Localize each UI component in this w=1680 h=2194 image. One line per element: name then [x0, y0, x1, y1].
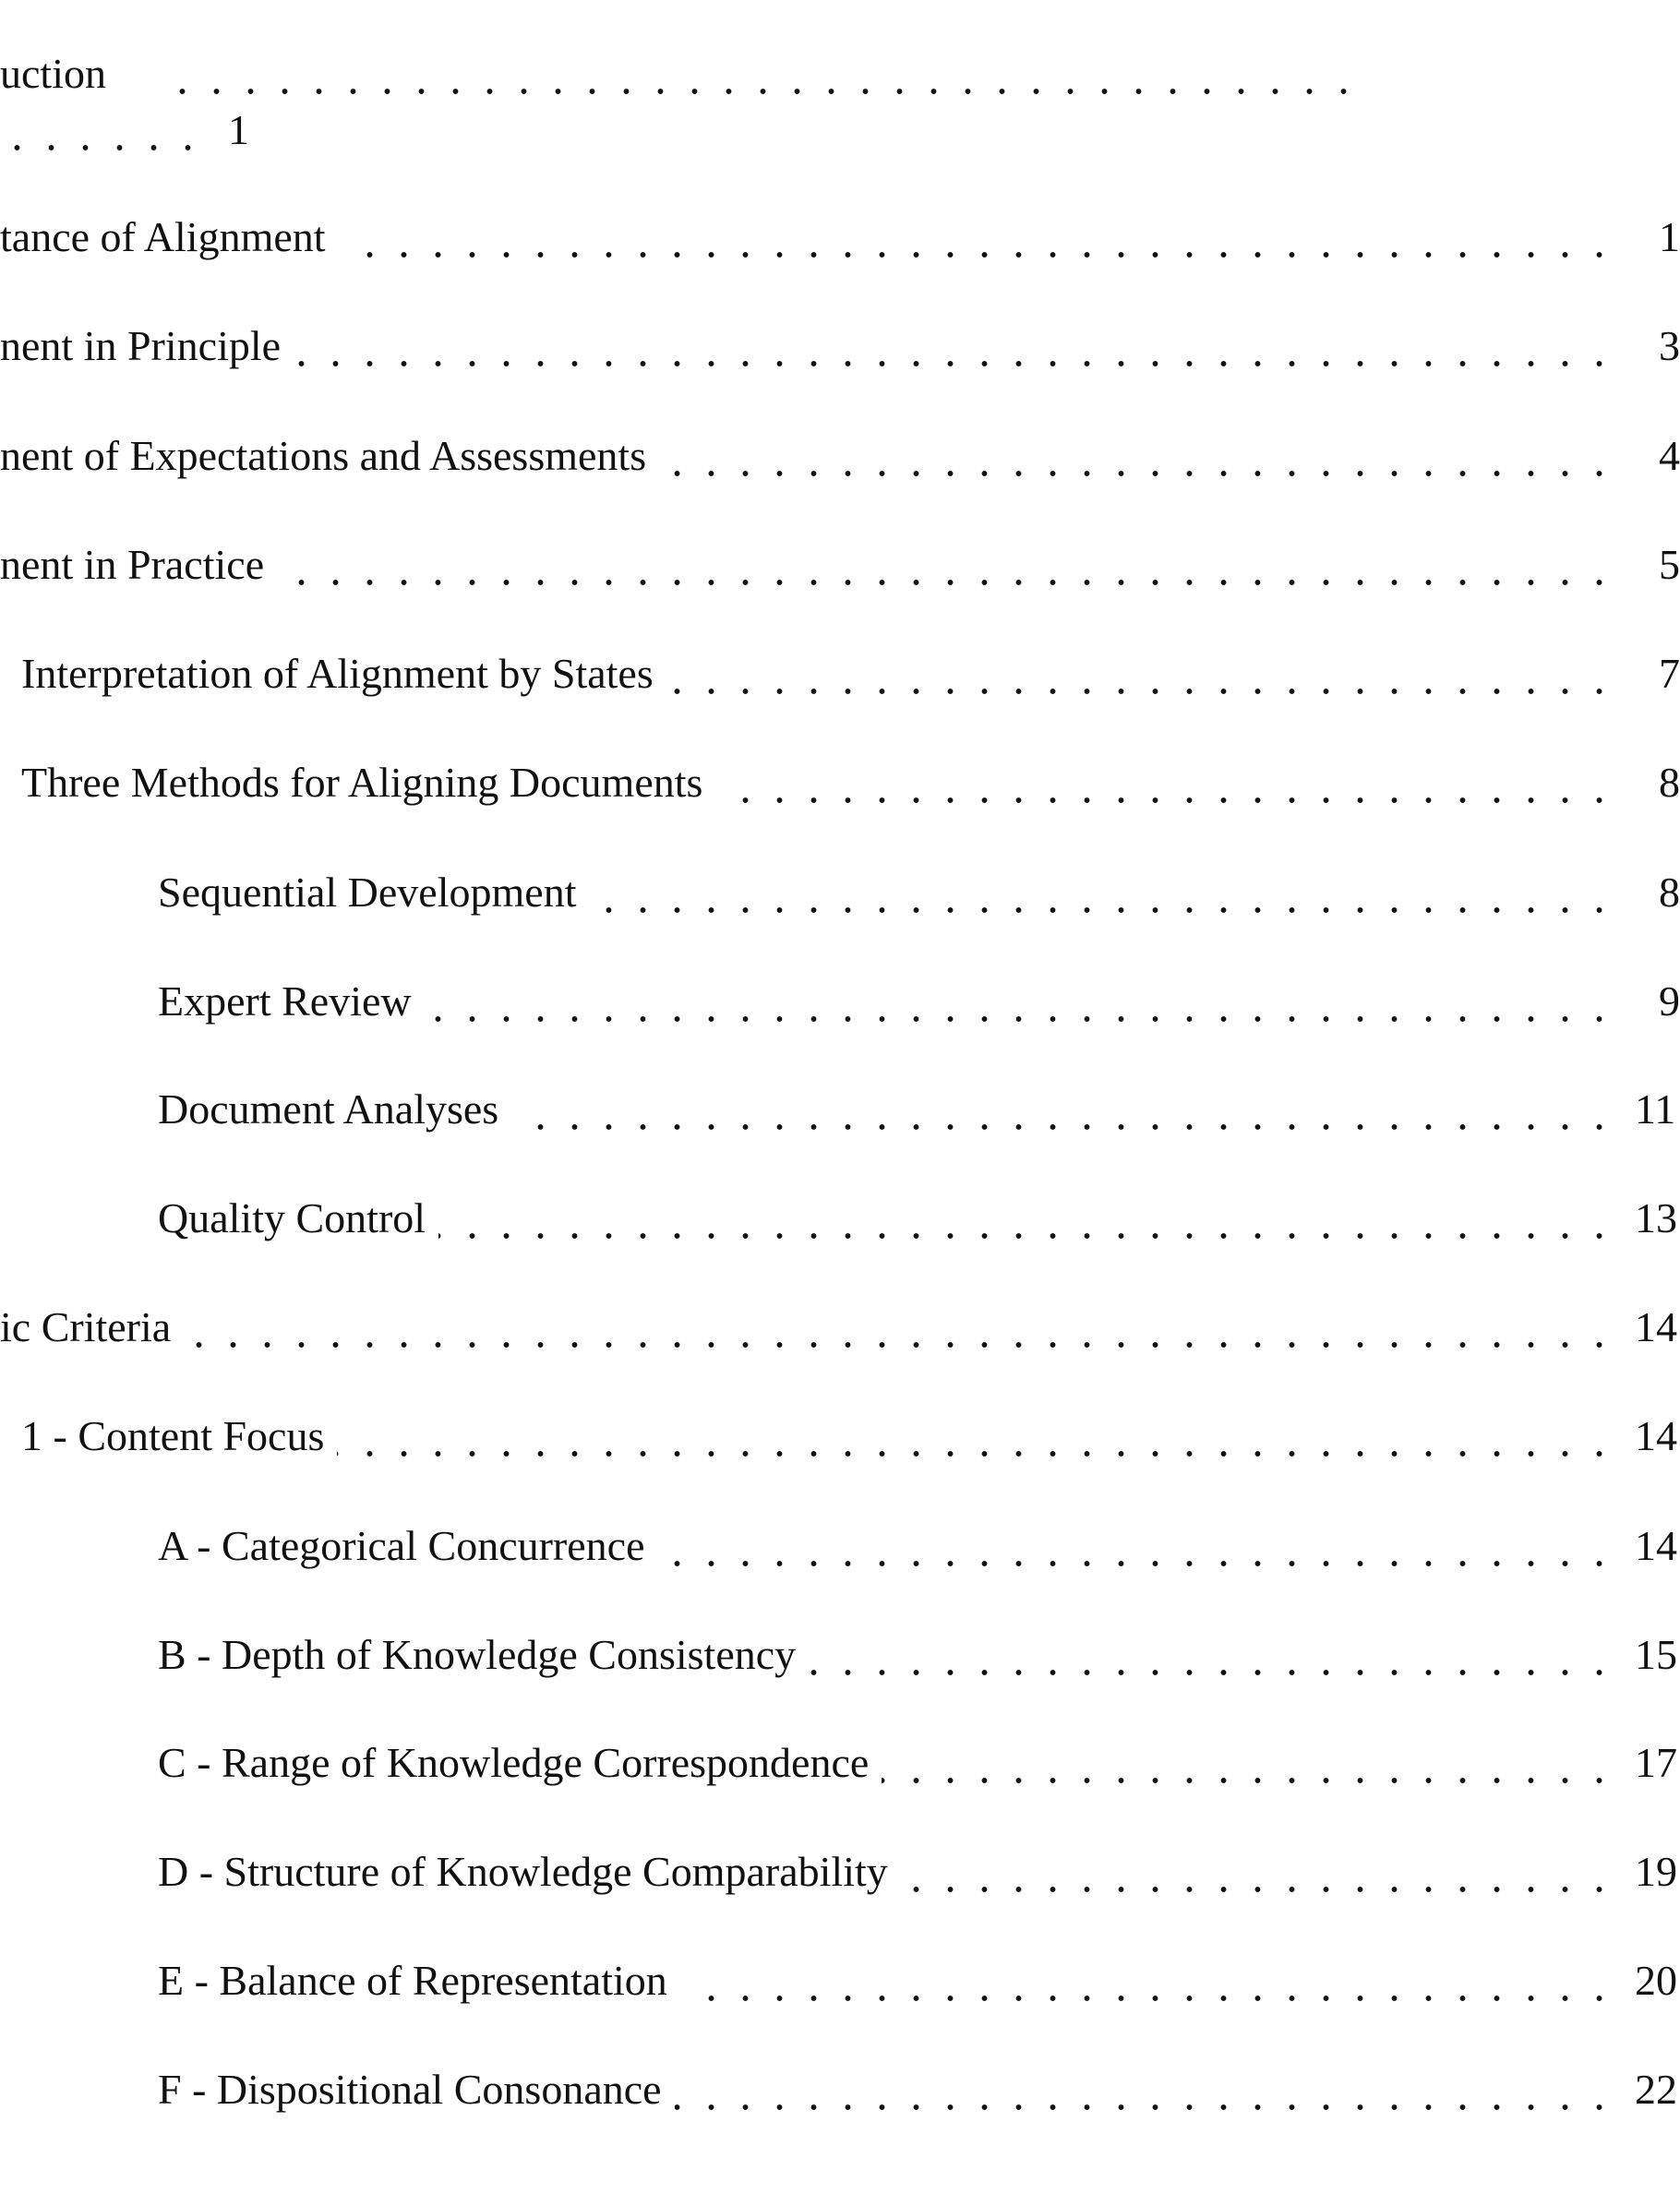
toc-entry-page: 22 — [1635, 2066, 1677, 2113]
toc-entry-title: Quality Control — [158, 1194, 426, 1241]
toc-entry-page: 8 — [1659, 869, 1680, 916]
toc-entry-page: 19 — [1635, 1848, 1677, 1895]
toc-entry[interactable] — [0, 211, 1680, 263]
toc-entry-page: 9 — [1659, 977, 1680, 1025]
toc-entry-title: uction — [0, 50, 106, 97]
toc-entry[interactable] — [0, 1193, 1677, 1244]
toc-entry[interactable] — [0, 648, 1680, 700]
toc-entry-page: 14 — [1635, 1522, 1677, 1569]
toc-entry-page: 17 — [1635, 1739, 1677, 1786]
toc-entry[interactable] — [0, 1629, 1677, 1681]
toc-entry-page: 11 — [1635, 1085, 1676, 1133]
toc-entry-page: 13 — [1635, 1194, 1677, 1241]
dot-leader — [0, 104, 198, 156]
toc-entry-title: tance of Alignment — [0, 213, 326, 260]
toc-entry[interactable] — [0, 757, 1680, 809]
toc-entry-title: C - Range of Knowledge Correspondence — [158, 1739, 870, 1786]
dot-leader — [675, 2064, 1616, 2116]
toc-entry-title: ic Criteria — [0, 1303, 172, 1350]
dot-leader — [184, 1301, 1616, 1353]
toc-entry[interactable] — [0, 1737, 1677, 1789]
dot-leader — [901, 1846, 1616, 1898]
dot-leader — [294, 320, 1616, 372]
toc-entry[interactable] — [0, 976, 1680, 1027]
dot-leader — [666, 648, 1616, 700]
toc-entry-title: Sequential Development — [158, 869, 577, 916]
toc-entry-page: 4 — [1659, 432, 1680, 479]
toc-entry-title: F - Dispositional Consonance — [158, 2066, 662, 2113]
toc-entry[interactable] — [0, 1520, 1677, 1572]
toc-entry-page: 14 — [1635, 1412, 1677, 1459]
toc-entry[interactable] — [0, 320, 1680, 372]
toc-entry-page: 5 — [1659, 541, 1680, 588]
dot-leader — [175, 48, 1361, 100]
dot-leader — [658, 1520, 1616, 1572]
toc-entry-page: 14 — [1635, 1303, 1677, 1350]
toc-entry[interactable] — [0, 1846, 1677, 1898]
dot-leader — [511, 1084, 1616, 1135]
dot-leader — [680, 1955, 1616, 2007]
dot-leader — [425, 976, 1616, 1027]
toc-entry-title: Expert Review — [158, 977, 412, 1025]
toc-entry-title: Three Methods for Aligning Documents — [21, 759, 703, 806]
toc-entry[interactable] — [0, 2064, 1677, 2116]
toc-entry-page: 1 — [228, 106, 249, 153]
toc-entry[interactable] — [0, 539, 1680, 591]
toc-entry-title: B - Depth of Knowledge Consistency — [158, 1631, 797, 1678]
dot-leader — [715, 757, 1616, 809]
toc-entry-page: 20 — [1635, 1957, 1677, 2004]
toc-entry[interactable] — [0, 867, 1680, 918]
toc-entry-title: E - Balance of Representation — [158, 1957, 667, 2004]
toc-entry-page: 15 — [1635, 1631, 1677, 1678]
dot-leader — [659, 430, 1616, 482]
toc-entry[interactable] — [0, 1084, 1676, 1135]
toc-entry-title: nent in Practice — [0, 541, 265, 588]
toc-entry[interactable] — [0, 1410, 1677, 1462]
toc-entry-page: 8 — [1659, 759, 1680, 806]
toc-entry-title: nent in Principle — [0, 322, 282, 369]
dot-leader — [882, 1737, 1616, 1789]
dot-leader — [590, 867, 1616, 918]
dot-leader — [277, 539, 1616, 591]
toc-entry-title: nent of Expectations and Assessments — [0, 432, 647, 479]
toc-entry-title: Document Analyses — [158, 1085, 499, 1133]
toc-entry[interactable] — [0, 1301, 1677, 1353]
toc-entry-page: 1 — [1659, 213, 1680, 260]
toc-entry-page: 7 — [1659, 650, 1680, 697]
toc-entry-title: A - Categorical Concurrence — [158, 1522, 645, 1569]
dot-leader — [438, 1193, 1616, 1244]
toc-entry-title: D - Structure of Knowledge Comparability — [158, 1848, 888, 1895]
toc-entry-title: Interpretation of Alignment by States — [21, 650, 654, 697]
dot-leader — [809, 1629, 1616, 1681]
toc-entry-title: 1 - Content Focus — [21, 1412, 325, 1459]
toc-entry[interactable] — [0, 1955, 1677, 2007]
dot-leader — [337, 1410, 1616, 1462]
dot-leader — [339, 211, 1616, 263]
toc-entry-page: 3 — [1659, 322, 1680, 369]
toc-entry[interactable] — [0, 430, 1680, 482]
